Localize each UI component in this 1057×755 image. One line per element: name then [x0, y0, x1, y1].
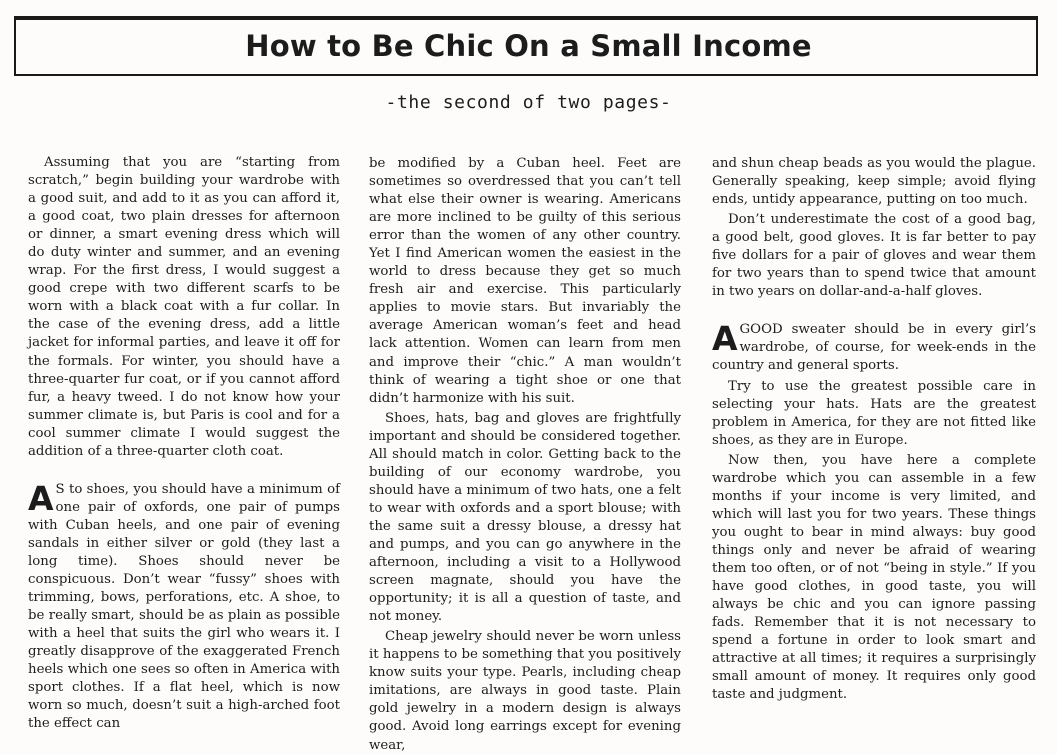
drop-cap: A: [28, 478, 54, 518]
paragraph: Don’t underestimate the cost of a good bag, a good belt, good gloves. It is far better to pay five dollars for a pair of gloves and wear them for two years than to spend twice that amount in two years on dollar-and-a-half gloves.: [712, 212, 1036, 300]
article-subtitle: -the second of two pages-: [385, 92, 672, 113]
column-3: [712, 155, 1036, 704]
drop-cap: A: [712, 319, 738, 359]
paragraph-with-dropcap: [712, 321, 1036, 375]
paragraph: Cheap jewelry should never be worn unless it happens to be something that you positively know suits your type. Pearls, including cheap imitations, are always in good taste. Plain gold jewelry in a modern design is always good. Avoid long earrings except for evening wear,: [369, 629, 681, 753]
paragraph-text: GOOD sweater should be in every girl’s wardrobe, of course, for week-ends in the country and general sports.: [712, 322, 1036, 374]
paragraph-with-dropcap: [28, 478, 340, 734]
paragraph: be modified by a Cuban heel. Feet are sometimes so overdressed that you can’t tell what else their owner is wearing. Americans are more inclined to be guilty of this serious error than the women of any other country. Yet I find American women the easiest in the world to dress because they get so much fresh air and exercise. This particularly applies to movie stars. But invariably the average American woman’s feet and head lack attention. Women can learn from men and improve their “chic.” A man wouldn’t think of wearing a tight shoe or one that didn’t harmonize with his suit.: [369, 156, 681, 406]
paragraph: Shoes, hats, bag and gloves are frightfully important and should be considered together. All should match in color. Getting back to the building of our economy wardrobe, you should have a minimum of two hats, one a felt to wear with oxfords and a sport blouse; with the same suit a dressy blouse, a dressy hat and pumps, and you can go anywhere in the afternoon, including a visit to a Hollywood screen magnate, should you have the opportunity; it is all a question of taste, and not money.: [369, 410, 681, 625]
paragraph: and shun cheap beads as you would the plague. Generally speaking, keep simple; avoid flying ends, untidy appearance, putting on too much.: [712, 156, 1036, 208]
column-2: [369, 155, 681, 755]
paragraph: Try to use the greatest possible care in selecting your hats. Hats are the greatest problem in America, for they are not fitted like shoes, as they are in Europe.: [712, 378, 1036, 448]
paragraph-text: S to shoes, you should have a minimum of one pair of oxfords, one pair of pumps with Cuban heels, and one pair of evening sandals in either silver or gold (they last a long time). Shoes should never be conspicuous. Don’t wear “fussy” shoes with trimming, bows, perforations, etc. A shoe, to be really smart, should be as plain as possible with a heel that suits the girl who wears it. I greatly disapprove of the exaggerated French heels which one sees so often in America with sport clothes. If a flat heel, which is now worn so much, doesn’t suit a high-arched foot the effect can: [28, 481, 340, 732]
column-1: [28, 154, 340, 733]
paragraph: Assuming that you are “starting from scratch,” begin building your wardrobe with a good suit, and add to it as you can afford it, a good coat, two plain dresses for afternoon or dinner, a smart evening dress which will do duty winter and summer, and an evening wrap. For the first dress, I would suggest a good crepe with two different scarfs to be worn with a black coat with a fur collar. In the case of the evening dress, add a little jacket for informal parties, and leave it off for the formals. For winter, you should have a three-quarter fur coat, or if you cannot afford fur, a heavy tweed. I do not know how your summer climate is, but Paris is cool and for a cool summer climate I would suggest the addition of a three-quarter cloth coat.: [28, 155, 340, 459]
article-title: How to Be Chic On a Small Income: [245, 29, 812, 63]
paragraph: Now then, you have here a complete wardrobe which you can assemble in a few months if your income is very limited, and which will last you for two years. These things you ought to bear in mind always: buy good things only and never be afraid of wearing them too often, or of not “being in style.” If you have good clothes, in good taste, you will always be chic and you can ignore passing fads. Remember that it is not necessary to spend a fortune in order to look smart and attractive at all times; it requires a surprisingly small amount of money. It requires only good taste and judgment.: [712, 452, 1036, 703]
